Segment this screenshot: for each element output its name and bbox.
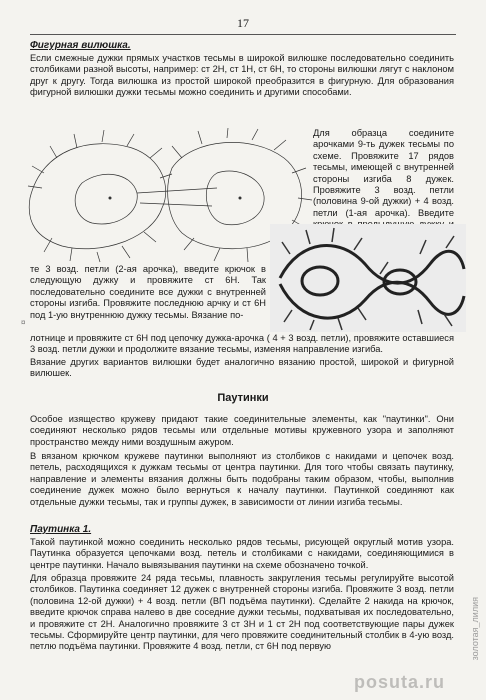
paragraph-continue: лотнице и провяжите ст 6Н под цепочку дужка-арочка ( 4 + 3 возд. петли), провяжите оставшиеся 3 возд. петли дужки и продолжите вязание тесьмы, изменяя направление изгиба. <box>30 333 454 355</box>
paragraph-last: Вязание других вариантов вилюшки будет аналогично вязанию простой, широкой и фигурной вилюшек. <box>30 357 454 379</box>
lace-photo <box>270 224 466 332</box>
margin-mark: ¤ <box>21 318 26 327</box>
page-number: 17 <box>237 16 249 30</box>
paragraph-pautinki-2: В вязаном крючком кружеве паутинки выполняют из столбиков с накидами и цепочек возд. петель, расходящихся к дужкам тесьмы от центра паутинки. Для того чтобы связать паутинку, направление и элементы вязания должны быть подобраны таким образом, чтобы, выполнив соединение дужек можно было вернуться к началу паутинки. Паутинкой соединяют как отдельные дужки тесьмы, так и группы дужек, в зависимости от линии изгиба тесьмы. <box>30 451 454 507</box>
watermark-vertical: золотая_лилия <box>470 596 480 660</box>
heading-pautinka-1: Паутинка 1. <box>30 524 92 535</box>
paragraph-pautinka-1a: Такой паутинкой можно соединить несколько рядов тесьмы, рисующей округлый мотив узора. Паутинка образуется цепочками возд. петель и столбиками с накидами, соединяющимися в центре паутинки. Начало вывязывания паутинки на схеме обозначено точкой. <box>30 537 454 570</box>
paragraph-pautinka-1b: Для образца провяжите 24 ряда тесьмы, плавность закругления тесьмы регулируйте высотой столбиков. Паутинка соединяет 12 дужек с внутренней стороны изгиба. Провяжите 3 возд. петли (половина 12-ой дужки) + 4 возд. петли (ВП подъёма паутинки). Сделайте 2 накида на крючок, введите крючок справа налево в две соседние дужки тесьмы, подхватывая их последовательно, и провяжите ст 2Н. Аналогично провяжите 3 ст 3Н и 1 ст 2Н под соответствующие пары дужек тесьмы. Сформируйте центр паутинки, для чего провяжите соединительный столбик в 4-ую возд. петлю подъёма паутинки. Провяжите 4 возд. петли, ст 6Н под первую <box>30 573 454 652</box>
paragraph-intro: Если смежные дужки прямых участков тесьмы в широкой вилюшке последовательно соединить столбиками разной высоты, например: ст 2Н, ст 1Н, ст 6Н, то стороны вилюшки лягут с наклоном друг к другу. Тогда вилюшка из простой широкой преобразится в фигурную. Для образования фигурной вилюшки дужки тесьмы можно соединить и другими способами. <box>30 53 454 98</box>
heading-figured-vilyushka: Фигурная вилюшка. <box>30 40 131 51</box>
section-title-pautinki: Паутинки <box>217 392 269 404</box>
paragraph-pautinki-1: Особое изящество кружеву придают такие соединительные элементы, как "паутинки". Они соединяют несколько рядов тесьмы или отдельные мотивы кружевного узора и заполняют пространство между ними воздушным ажуром. <box>30 414 454 447</box>
stamp-watermark: posuta.ru <box>354 672 446 692</box>
header-rule <box>30 34 456 35</box>
paragraph-left: те 3 возд. петли (2-ая арочка), введите крючок в следующую дужку и провяжите ст 6Н. Так последовательно соедините все дужки с внутренней стороны изгиба. Провяжите последнюю арчку и ст 6Н под 1-ую внутреннюю дужку тесьмы. Вязание по- <box>30 264 266 320</box>
paragraph-side: Для образца соедините арочками 9-ть дужек тесьмы по схеме. Провяжите 17 рядов тесьмы, имеющей с внутренней стороны изгиба 8 дужек. Провяжите 3 возд. петли (половина 9-ой дужки) + 4 возд. петли (1-ая арочка). Введите <box>313 128 454 218</box>
